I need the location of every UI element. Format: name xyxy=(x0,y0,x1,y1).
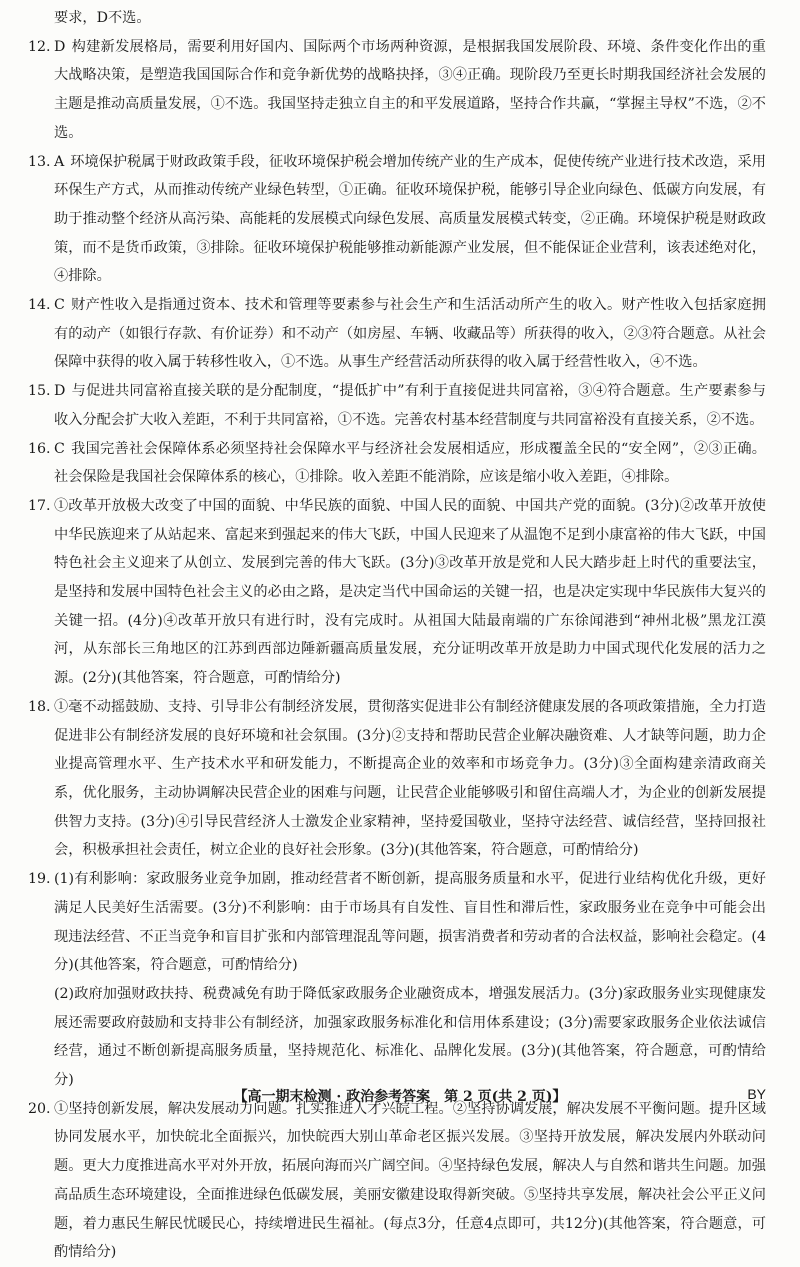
answer-list xyxy=(28,33,766,1267)
answer-number: 18. xyxy=(28,698,51,715)
answer-item xyxy=(28,865,766,980)
answer-choice: A xyxy=(54,153,65,170)
answer-explanation: ①改革开放极大改变了中国的面貌、中华民族的面貌、中国人民的面貌、中国共产党的面貌。(3分)②改革开放使中华民族迎来了从站起来、富起来到强起来的伟大飞跃，中国人民迎来了从温饱不足到小康富裕的伟大飞跃，中国特色社会主义迎来了从创立、发展到完善的伟大飞跃。(3分)③改革开放是党和人民大踏步赶上时代的重要法宝，是坚持和发展中国特色社会主义的必由之路，是决定当代中国命运的关键一招，也是决定实现中华民族伟大复兴的关键一招。(4分)④改革开放只有进行时，没有完成时。从祖国大陆最南端的广东徐闻港到“神州北极”黑龙江漠河，从东部长三角地区的江苏到西部边陲新疆高质量发展，充分证明改革开放是助力中国式现代化发展的活力之源。(2分)(其他答案，符合题意，可酌情给分) xyxy=(54,497,766,687)
answer-item xyxy=(28,693,766,865)
answer-item xyxy=(28,492,766,693)
answer-item xyxy=(28,148,766,292)
answer-number: 15. xyxy=(28,383,51,400)
answer-explanation: 与促进共同富裕直接关联的是分配制度，“提低扩中”有利于直接促进共同富裕，③④符合题意。生产要素参与收入分配会扩大收入差距，不利于共同富裕，①不选。完善农村基本经营制度与共同富裕没有直接关系，②不选。 xyxy=(54,383,766,428)
answer-explanation: ①毫不动摇鼓励、支持、引导非公有制经济发展，贯彻落实促进非公有制经济健康发展的各项政策措施，全力打造促进非公有制经济发展的良好环境和社会氛围。(3分)②支持和帮助民营企业解决融资难、人才缺等问题，助力企业提高管理水平、生产技术水平和研发能力，不断提高企业的效率和市场竞争力。(3分)③全面构建亲清政商关系，优化服务，主动协调解决民营企业的困难与问题，让民营企业能够吸引和留住高端人才，为企业的创新发展提供智力支持。(3分)④引导民营经济人士激发企业家精神，坚持爱国敬业，坚持守法经营、诚信经营，坚持回报社会，积极承担社会责任，树立企业的良好社会形象。(3分)(其他答案，符合题意，可酌情给分) xyxy=(54,698,766,859)
footer-title: 【高一期末检测 · 政治参考答案 第 2 页(共 2 页)】 xyxy=(233,1089,567,1105)
answer-explanation: 财产性收入是指通过资本、技术和管理等要素参与社会生产和生活活动所产生的收入。财产性收入包括家庭拥有的动产（如银行存款、有价证券）和不动产（如房屋、车辆、收藏品等）所获得的收入，②③符合题意。从社会保障中获得的收入属于转移性收入，①不选。从事生产经营活动所获得的收入属于经营性收入，④不选。 xyxy=(54,297,766,371)
answer-choice: D xyxy=(54,38,66,55)
answer-explanation: ①坚持创新发展，解决发展动力问题。扎实推进人才兴皖工程。②坚持协调发展，解决发展不平衡问题。提升区域协同发展水平，加快皖北全面振兴，加快皖西大别山革命老区振兴发展。③坚持开放发展，解决发展内外联动问题。更大力度推进高水平对外开放，拓展向海而兴广阔空间。④坚持绿色发展，解决人与自然和谐共生问题。加强高品质生态环境建设，全面推进绿色低碳发展，美丽安徽建设取得新突破。⑤坚持共享发展，解决社会公平正义问题，着力惠民生解民忧暖民心，持续增进民生福祉。(每点3分，任意4点即可，共12分)(其他答案，符合题意，可酌情给分) xyxy=(54,1100,766,1261)
answer-explanation: (2)政府加强财政扶持、税费减免有助于降低家政服务企业融资成本，增强发展活力。(3分)家政服务业实现健康发展还需要政府鼓励和支持非公有制经济，加强家政服务标准化和信用体系建设；(3分)需要家政服务企业依法诚信经营，通过不断创新提高服务质量，坚持规范化、标准化、品牌化发展。(3分)(其他答案，符合题意，可酌情给分) xyxy=(54,985,766,1089)
answer-number: 17. xyxy=(28,497,51,514)
answer-number: 12. xyxy=(28,38,51,55)
answer-number: 13. xyxy=(28,153,51,170)
answer-item xyxy=(28,291,766,377)
answer-explanation: 环境保护税属于财政政策手段，征收环境保护税会增加传统产业的生产成本，促使传统产业进行技术改造，采用环保生产方式，从而推动传统产业绿色转型，①正确。征收环境保护税，能够引导企业向绿色、低碳方向发展，有助于推动整个经济从高污染、高能耗的发展模式向绿色发展、高质量发展模式转变，②正确。环境保护税是财政政策，而不是货币政策，③排除。征收环境保护税能够推动新能源产业发展，但不能保证企业营利，该表述绝对化，④排除。 xyxy=(54,153,766,285)
answer-item xyxy=(28,435,766,492)
answer-item xyxy=(28,377,766,434)
answer-number: 19. xyxy=(28,871,51,888)
answer-item xyxy=(28,1095,766,1267)
answer-choice: D xyxy=(54,383,66,400)
footer-code: BY xyxy=(747,1086,766,1102)
answer-number: 20. xyxy=(28,1100,51,1117)
answer-item xyxy=(28,980,766,1095)
answer-explanation: 我国完善社会保障体系必须坚持社会保障水平与经济社会发展相适应，形成覆盖全民的“安全网”，②③正确。社会保险是我国社会保障体系的核心，①排除。收入差距不能消除，应该是缩小收入差距，④排除。 xyxy=(54,440,766,486)
answer-number: 16. xyxy=(28,440,51,457)
answer-choice: C xyxy=(54,440,65,457)
answer-choice: C xyxy=(54,297,65,314)
answer-explanation: 构建新发展格局，需要利用好国内、国际两个市场两种资源，是根据我国发展阶段、环境、条件变化作出的重大战略决策，是塑造我国国际合作和竞争新优势的战略抉择，③④正确。现阶段乃至更长时期我国经济社会发展的主题是推动高质量发展，①不选。我国坚持走独立自主的和平发展道路，坚持合作共赢，“掌握主导权”不选，②不选。 xyxy=(54,38,766,141)
answer-item xyxy=(28,33,766,148)
answer-number: 14. xyxy=(28,297,51,314)
continuation-text: 要求，D不选。 xyxy=(54,10,151,26)
answer-explanation: (1)有利影响：家政服务业竞争加剧，推动经营者不断创新，提高服务质量和水平，促进行业结构优化升级，更好满足人民美好生活需要。(3分)不利影响：由于市场具有自发性、盲目性和滞后性，家政服务业在竞争中可能会出现违法经营、不正当竞争和盲目扩张和内部管理混乱等问题，损害消费者和劳动者的合法权益，影响社会稳定。(4分)(其他答案，符合题意，可酌情给分) xyxy=(54,871,766,974)
